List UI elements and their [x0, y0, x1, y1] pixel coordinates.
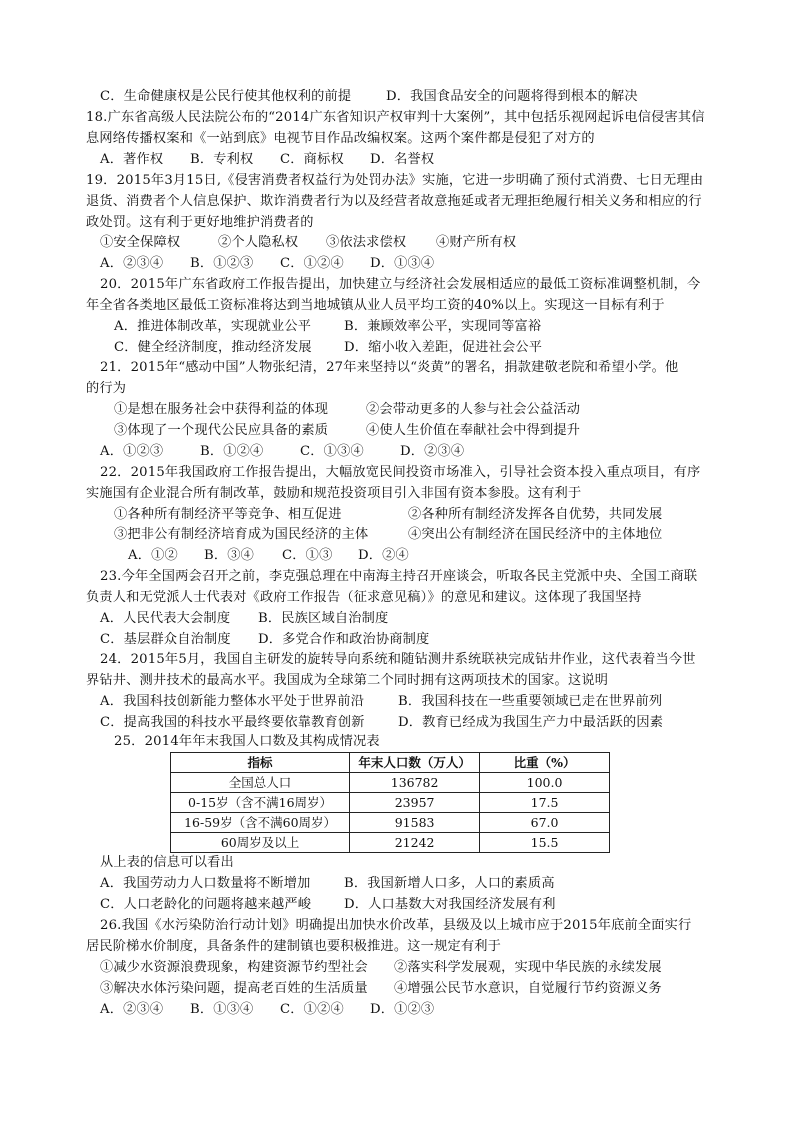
q19-stem-line2: 退货、消费者个人信息保护、欺诈消费者行为以及经营者故意拖延或者无理拒绝履行相关义务和相应的行 — [86, 194, 702, 209]
q26-option-a: A．②③④ — [100, 1002, 164, 1017]
q19-choice-3: ③依法求偿权 — [326, 235, 407, 250]
q25-option-c: C．人口老龄化的问题将越来越严峻 — [100, 897, 312, 912]
q19-choice-1: ①安全保障权 — [100, 235, 181, 250]
q19-stem-line3: 政处罚。这有利于更好地维护消费者的 — [86, 215, 314, 230]
table-cell: 60周岁及以上 — [171, 833, 350, 853]
q25-option-b: B．我国新增人口多，人口的素质高 — [344, 876, 555, 891]
q24-stem-line1: 24．2015年5月，我国自主研发的旋转导向系统和随钻测井系统联袂完成钻井作业，这代表着当今世 — [100, 652, 696, 667]
q18-stem-line1: 18.广东省高级人民法院公布的“2014广东省知识产权审判十大案例”，其中包括乐视网起诉电信侵害其信 — [86, 110, 705, 125]
table-cell: 23957 — [350, 793, 480, 813]
q19-choice-4: ④财产所有权 — [436, 235, 517, 250]
table-cell: 15.5 — [480, 833, 610, 853]
q26-choice-2: ②落实科学发展观，实现中华民族的永续发展 — [394, 960, 662, 975]
q23-option-d: D．多党合作和政治协商制度 — [258, 632, 430, 647]
q20-option-a: A．推进体制改革，实现就业公平 — [114, 319, 312, 334]
q21-option-d: D．②③④ — [400, 444, 465, 459]
q26-stem-line1: 26.我国《水污染防治行动计划》明确提出加快水价改革，县级及以上城市应于2015年底前全面实行 — [100, 918, 692, 933]
q24-option-a: A．我国科技创新能力整体水平处于世界前沿 — [100, 694, 365, 709]
q18-option-b: B．专利权 — [190, 152, 254, 167]
q20-option-b: B．兼顾效率公平，实现同等富裕 — [344, 319, 542, 334]
q21-option-c: C．①③④ — [300, 444, 364, 459]
q20-option-d: D．缩小收入差距，促进社会公平 — [344, 340, 543, 355]
q24-stem-line2: 界钻井、测井技术的最高水平。我国成为全球第二个同时拥有这两项技术的国家。这说明 — [86, 673, 609, 688]
q23-option-b: B．民族区域自治制度 — [258, 611, 389, 626]
table-row — [171, 773, 610, 793]
q22-choice-3: ③把非公有制经济培育成为国民经济的主体 — [114, 527, 369, 542]
q19-choice-2: ②个人隐私权 — [218, 235, 299, 250]
q23-option-c: C．基层群众自治制度 — [100, 632, 231, 647]
q26-choice-3: ③解决水体污染问题，提高老百姓的生活质量 — [100, 981, 368, 996]
table-cell: 全国总人口 — [171, 773, 350, 793]
q26-choice-4: ④增强公民节水意识，自觉履行节约资源义务 — [394, 981, 662, 996]
q21-option-b: B．①②④ — [200, 444, 264, 459]
q21-choice-1: ①是想在服务社会中获得利益的体现 — [114, 402, 329, 417]
q22-option-a: A．①② — [128, 548, 178, 563]
q23-stem-line2: 负责人和无党派人士代表对《政府工作报告（征求意见稿）》的意见和建议。这体现了我国坚持 — [86, 590, 642, 605]
q26-option-c: C．①②④ — [280, 1002, 344, 1017]
q22-choice-2: ②各种所有制经济发挥各自优势，共同发展 — [408, 507, 663, 522]
q23-stem-line1: 23.今年全国两会召开之前，李克强总理在中南海主持召开座谈会，听取各民主党派中央、全国工商联 — [100, 569, 698, 584]
q20-stem-line2: 年全省各类地区最低工资标准将达到当地城镇从业人员平均工资的40%以上。实现这一目标有利于 — [86, 298, 665, 313]
q26-stem-line2: 居民阶梯水价制度，具备条件的建制镇也要积极推进。这一规定有利于 — [86, 939, 502, 954]
q22-option-d: D．②④ — [358, 548, 409, 563]
q21-choice-2: ②会带动更多的人参与社会公益活动 — [366, 402, 581, 417]
q22-option-c: C．①③ — [282, 548, 333, 563]
table-row — [171, 793, 610, 813]
q22-stem-line1: 22．2015年我国政府工作报告提出，大幅放宽民间投资市场准入，引导社会资本投入重点项目，有序 — [100, 465, 701, 480]
q18-option-c: C．商标权 — [280, 152, 344, 167]
q18-stem-line2: 息网络传播权案和《一站到底》电视节目作品改编权案。这两个案件都是侵犯了对方的 — [86, 131, 595, 146]
q24-option-b: B．我国科技在一些重要领域已走在世界前列 — [398, 694, 663, 709]
q25-option-d: D．人口基数大对我国经济发展有利 — [344, 897, 556, 912]
q22-choice-4: ④突出公有制经济在国民经济中的主体地位 — [408, 527, 663, 542]
q22-stem-line2: 实施国有企业混合所有制改革，鼓励和规范投资项目引入非国有资本参股。这有利于 — [86, 486, 582, 501]
q21-stem-line1: 21．2015年“感动中国”人物张纪清，27年来坚持以“炎黄”的署名，捐款建敬老院和希望小学。他 — [100, 360, 679, 375]
table-header-cell: 比重（%） — [480, 753, 610, 773]
table-cell: 100.0 — [480, 773, 610, 793]
q19-stem-line1: 19．2015年3月15日,《侵害消费者权益行为处罚办法》实施，它进一步明确了预付式消费、七日无理由 — [86, 173, 704, 188]
q25-stem-line2: 从上表的信息可以看出 — [100, 855, 234, 870]
q20-stem-line1: 20．2015年广东省政府工作报告提出，加快建立与经济社会发展相适应的最低工资标准调整机制，今 — [100, 277, 701, 292]
q18-option-a: A．著作权 — [100, 152, 164, 167]
table-cell: 67.0 — [480, 813, 610, 833]
q25-option-a: A．我国劳动力人口数量将不断增加 — [100, 876, 311, 891]
q19-option-a: A．②③④ — [100, 256, 164, 271]
table-header-row — [171, 753, 610, 773]
q24-option-d: D．教育已经成为我国生产力中最活跃的因素 — [398, 715, 664, 730]
table-cell: 16-59岁（含不满60周岁） — [171, 813, 350, 833]
q21-choice-3: ③体现了一个现代公民应具备的素质 — [114, 423, 329, 438]
q19-option-d: D．①③④ — [370, 256, 435, 271]
population-table — [170, 752, 610, 853]
q22-option-b: B．③④ — [204, 548, 255, 563]
q21-choice-4: ④使人生价值在奉献社会中得到提升 — [366, 423, 581, 438]
q17-option-c: C．生命健康权是公民行使其他权利的前提 — [100, 89, 352, 104]
table-cell: 21242 — [350, 833, 480, 853]
q19-option-c: C．①②④ — [280, 256, 344, 271]
table-header-cell: 指标 — [171, 753, 350, 773]
table-cell: 136782 — [350, 773, 480, 793]
q17-option-d: D．我国食品安全的问题将得到根本的解决 — [386, 89, 638, 104]
table-cell: 0-15岁（含不满16周岁） — [171, 793, 350, 813]
table-cell: 91583 — [350, 813, 480, 833]
table-row — [171, 833, 610, 853]
q26-option-d: D．①②③ — [370, 1002, 435, 1017]
q20-option-c: C．健全经济制度，推动经济发展 — [114, 340, 312, 355]
q25-stem-line1: 25．2014年年末我国人口数及其构成情况表 — [114, 734, 380, 749]
table-cell: 17.5 — [480, 793, 610, 813]
q26-choice-1: ①减少水资源浪费现象，构建资源节约型社会 — [100, 960, 368, 975]
table-row — [171, 813, 610, 833]
q21-stem-line2: 的行为 — [86, 381, 127, 396]
q23-option-a: A．人民代表大会制度 — [100, 611, 231, 626]
q26-option-b: B．①③④ — [190, 1002, 254, 1017]
q24-option-c: C．提高我国的科技水平最终要依靠教育创新 — [100, 715, 365, 730]
q21-option-a: A．①②③ — [100, 444, 164, 459]
q22-choice-1: ①各种所有制经济平等竞争、相互促进 — [114, 507, 342, 522]
table-header-cell: 年末人口数（万人） — [350, 753, 480, 773]
q19-option-b: B．①②③ — [190, 256, 254, 271]
q18-option-d: D．名誉权 — [370, 152, 435, 167]
